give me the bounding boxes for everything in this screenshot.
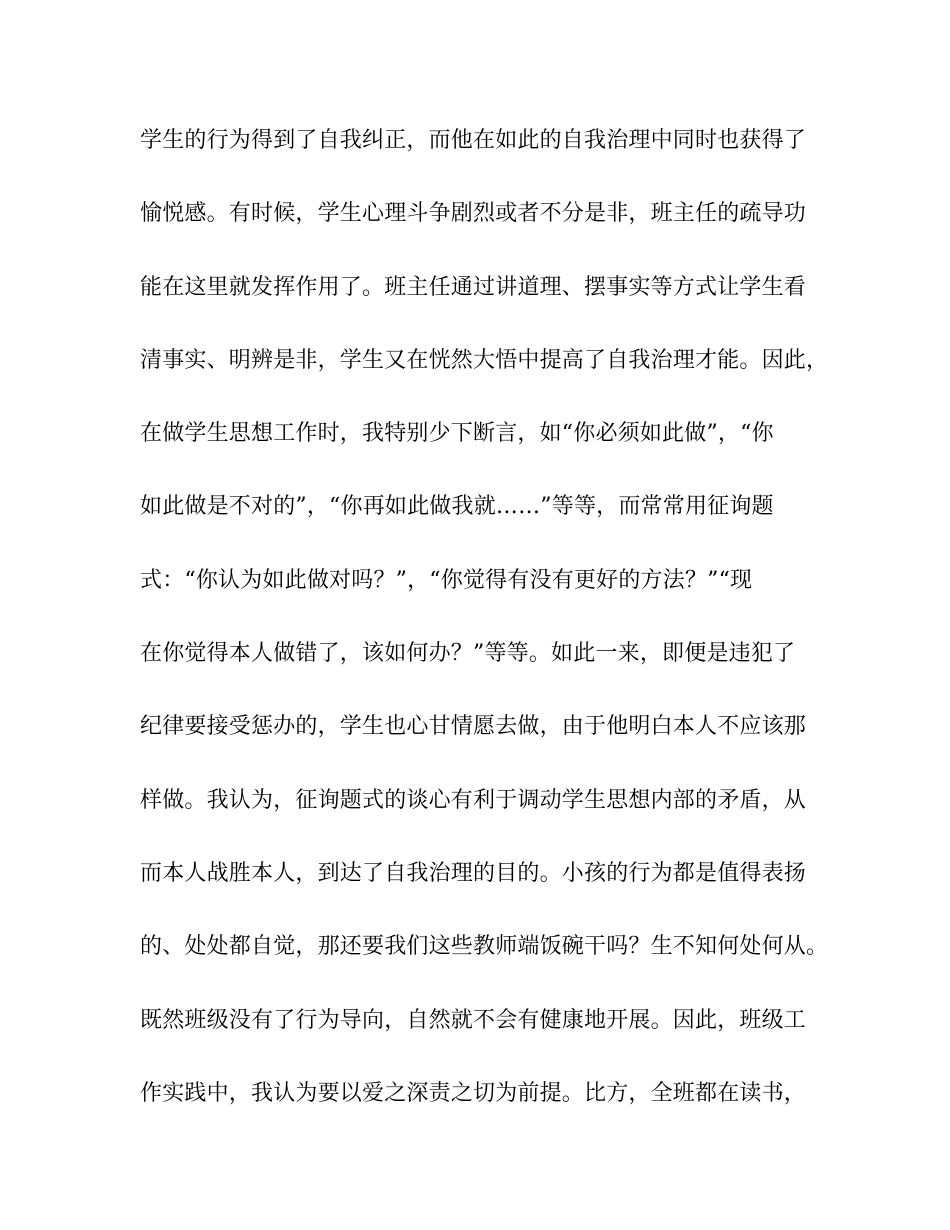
- text-line: 愉悦感。有时候，学生心理斗争剧烈或者不分是非，班主任的疏导功: [140, 201, 807, 227]
- text-line: 在做学生思想工作时，我特别少下断言，如“你必须如此做”，“你: [140, 421, 774, 447]
- text-line: 的、处处都自觉，那还要我们这些教师端饭碗干吗？生不知何处何从。: [140, 934, 829, 960]
- text-line: 而本人战胜本人，到达了自我治理的目的。小孩的行为都是值得表扬: [140, 860, 807, 886]
- text-line: 如此做是不对的”，“你再如此做我就……”等等，而常常用征询题: [140, 494, 774, 520]
- text-line: 清事实、明辨是非，学生又在恍然大悟中提高了自我治理才能。因此，: [140, 347, 829, 373]
- body-text: [140, 121, 829, 1147]
- text-line: 学生的行为得到了自我纠正，而他在如此的自我治理中同时也获得了: [140, 128, 807, 153]
- text-line: 能在这里就发挥作用了。班主任通过讲道理、摆事实等方式让学生看: [140, 274, 807, 300]
- text-line: 既然班级没有了行为导向，自然就不会有健康地开展。因此，班级工: [140, 1007, 807, 1033]
- text-line: 作实践中，我认为要以爱之深责之切为前提。比方，全班都在读书，: [140, 1080, 807, 1106]
- text-line: 在你觉得本人做错了，该如何办？”等等。如此一来，即便是违犯了: [140, 641, 796, 667]
- text-line: 式：“你认为如此做对吗？”，“你觉得有没有更好的方法？”“现: [140, 567, 753, 593]
- text-line: 样做。我认为，征询题式的谈心有利于调动学生思想内部的矛盾，从: [140, 787, 807, 813]
- text-line: 纪律要接受惩办的，学生也心甘情愿去做，由于他明白本人不应该那: [140, 714, 807, 740]
